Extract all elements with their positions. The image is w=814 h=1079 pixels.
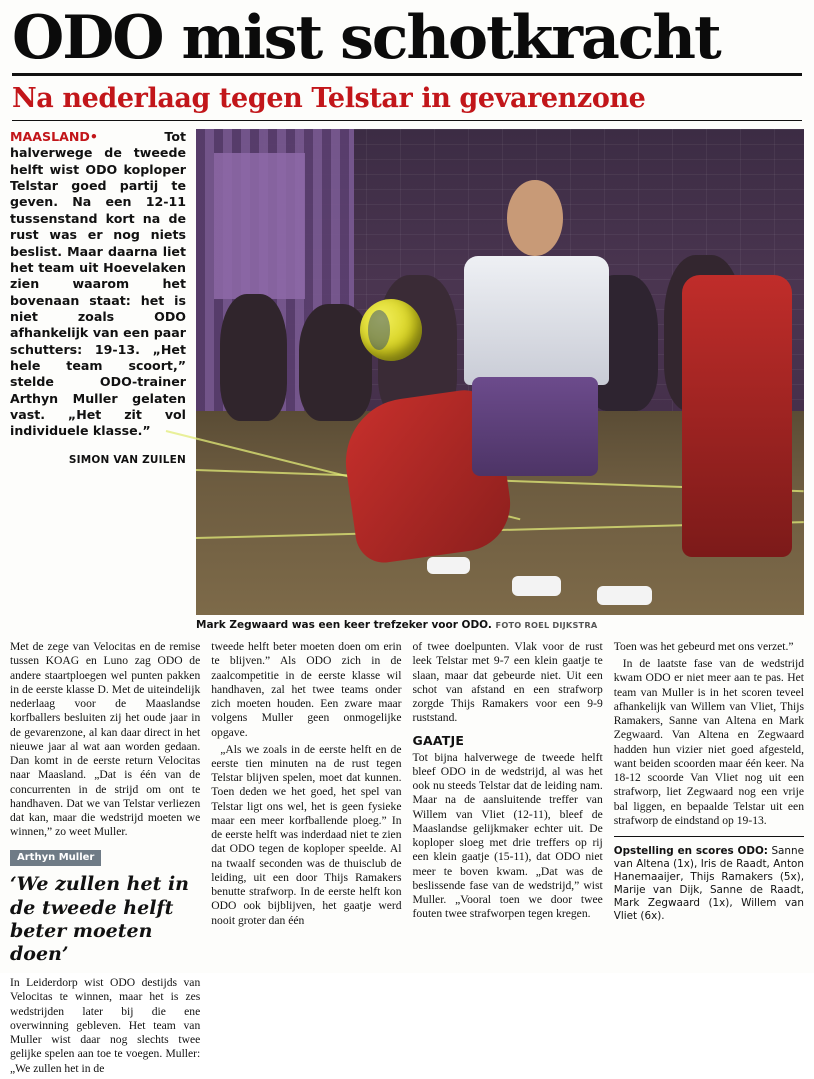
photo-credit: FOTO ROEL DIJKSTRA [495, 620, 598, 630]
player-zegwaard [464, 173, 610, 552]
lineup-label: Opstelling en scores ODO: [613, 845, 768, 858]
headline-divider [12, 73, 802, 76]
shoe-right [597, 586, 652, 605]
spectator-1 [220, 294, 287, 420]
lineup-block [614, 845, 804, 922]
korfball-ball [360, 299, 422, 361]
article-photo [196, 129, 804, 615]
lead-column [10, 129, 186, 466]
article-column-4 [614, 640, 804, 922]
section-heading-gaatje: GAATJE [412, 732, 465, 748]
photo-scene [196, 129, 804, 615]
column1-paragraph-1: Met de zege van Velocitas en de remise tussen KOAG en Luno zag ODO de andere staartploegen wel punten pakken in de eerste klasse D. Met de uiteindelijk nederlaag voor de Maaslandse korfballers besluiten zij het oude jaar in de gevarenzone, al kan daar direct in het nieuwe jaar al wat aan worden gedaan. Dan komt in de eerste return Velocitas naar Maasland. „Dat is één van de concurrenten in de strijd om ont te handhaven. Dat we van Telstar verliezen dat kan, maar die wedstrijd moeten we winnen,” zo weet Muller. [10, 640, 201, 839]
player-shirt [464, 256, 610, 385]
dateline-bullet: • [89, 129, 98, 144]
top-section [10, 129, 804, 631]
author-byline: SIMON VAN ZUILEN [68, 453, 186, 466]
photo-caption-text: Mark Zegwaard was een keer trefzeker voor ODO. [196, 619, 492, 631]
article-column-1 [10, 640, 200, 1079]
lineup-divider [614, 836, 804, 837]
column1-paragraph-2: In Leiderdorp wist ODO destijds van Velocitas te winnen, maar het is zes wedstrijden later bij die ene overwinning gebleven. Het team van Muller wist daar nog slechts twee gelijke spelen aan toe te voegen. Muller: „We zullen het in de [10, 976, 201, 1075]
article-column-2 [211, 640, 401, 931]
quote-attribution-tag: Arthyn Muller [10, 850, 101, 866]
column3-paragraph-2: Tot bijna halverwege de tweede helft bleef ODO in de wedstrijd, al was het ook nu steeds Telstar dat de leiding nam. Maar na de aansluitende treffer van Willem van Vliet (12-11), bleef de Maaslandse gelijkmaker echter uit. De koploper sloeg met drie treffers op rij een klein gaatje (15-11), dat ODO niet meer te boven kwam. „Dat was de beslissende fase van de wedstrijd,” wist Muller. „Vooral toen we door twee fouten twee strafworpen tegen kregen. [412, 750, 603, 921]
shoe-fallen [427, 557, 470, 574]
column2-paragraph-1: tweede helft beter moeten doen om erin te blijven.” Als ODO zich in de zaalcompetitie in de eerste klasse wil handhaven, zal het twee teams onder zich moeten houden. Een zware maar volgens Muller geen onmogelijke opgave. [211, 640, 402, 739]
player-shorts [472, 377, 597, 476]
player-head [507, 180, 562, 256]
photo-banner [214, 153, 305, 299]
shoe-left [512, 576, 561, 595]
pull-quote: ‘We zullen het in de tweede helft beter moeten doen’ [10, 873, 189, 965]
lineup-text: Sanne van Altena (1x), Iris de Raadt, Anton Hanemaaijer, Thijs Ramakers (5x), Marije van Dijk, Sanne de Raadt, Mark Zegwaard (1x), Willem van Vliet (6x). [613, 845, 804, 922]
photo-caption [196, 619, 804, 631]
article-columns [10, 640, 804, 1079]
page-headline: ODO mist schotkracht [12, 3, 720, 73]
column4-paragraph-1: Toen was het gebeurd met ons verzet.” [613, 640, 794, 653]
column2-paragraph-2: „Als we zoals in de eerste helft en de eerste tien minuten na de rust tegen Telstar blijven spelen, moet dat kunnen. Toen deden we het goed, het spel van Telstar ligt ons wel, het is geen fysieke maar een meer korfballende ploeg.” In de eerste helft was inderdaad niet te zien dat ODO tegen de koploper speelde. Al na twaalf seconden was de thuisclub de leiding, uit een door Thijs Ramakers benutte strafworp. In de eerste helft kon ODO ook bijblijven, het gaatje werd nooit groter dan één [211, 742, 402, 927]
dateline-city: MAASLAND [10, 129, 90, 144]
column3-paragraph-1: of twee doelpunten. Vlak voor de rust leek Telstar met 9-7 een klein gaatje te slaan, maar dat gebeurde niet. Uit een schot van afstand en een strafworp zorgde Thijs Ramakers voor een 9-9 ruststand. [412, 640, 603, 725]
subheadline-divider [12, 120, 802, 121]
column4-paragraph-2: In de laatste fase van de wedstrijd kwam ODO er niet meer aan te pas. Het team van Muller is in het scoren teveel afhankelijk van Willem van Vliet, Thijs Ramakers, Sanne van Altena en Mark Zegwaard. Van Altena en Zegwaard hadden hun vizier niet goed afgesteld, want beiden scoorden maar één keer. Na 18-12 scoorde Van Vliet nog uit een strafworp, liet Zegwaard nog een vrije bal liggen, en bepaalde Telstar uit een strafworp de eindstand op 19-13. [613, 657, 804, 827]
article-column-3 [413, 640, 603, 924]
lead-text: Tot halverwege de tweede helft wist ODO koploper Telstar goed partij te geven. Na een 12-11 tussenstand kort na de rust was er nog niets beslist. Maar daarna liet het team uit Hoevelaken zien waarom het bovenaan staat: het is niet zoals ODO afhankelijk van een paar schutters: 19-13. „Het hele team scoort,” stelde ODO-trainer Arthyn Muller gelaten vast. „Het zit vol individuele klasse.” [10, 129, 186, 439]
photo-column [196, 129, 804, 631]
player-opponent-right [682, 275, 791, 557]
page-subheadline: Na nederlaag tegen Telstar in gevarenzone [12, 83, 646, 114]
lead-paragraph [10, 129, 186, 440]
